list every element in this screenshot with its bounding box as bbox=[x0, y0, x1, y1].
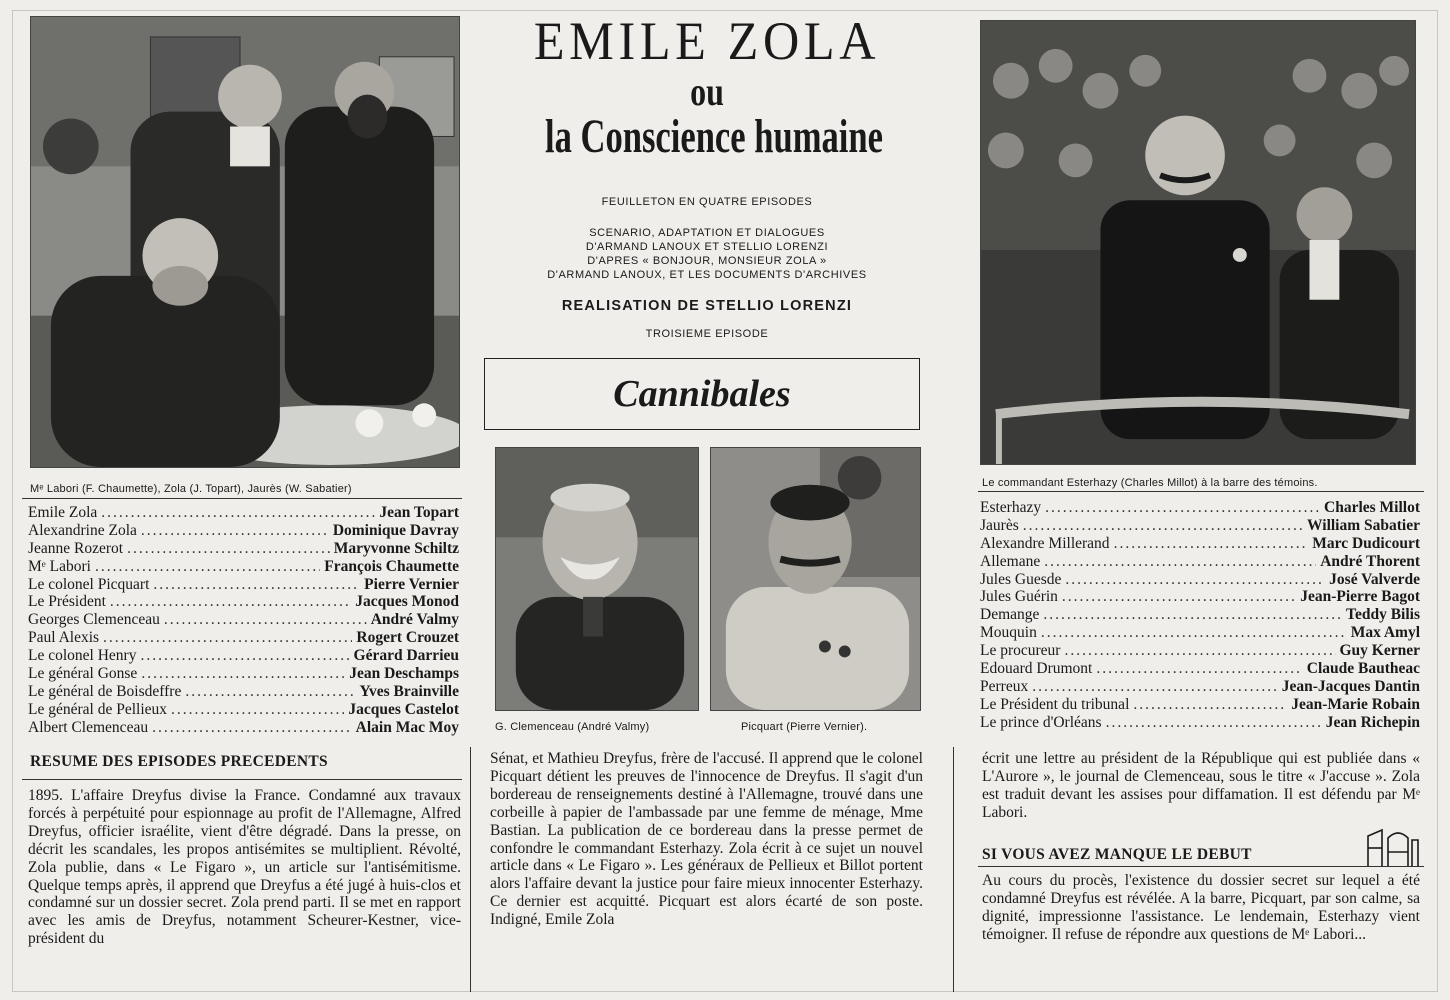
cast-leader-dots bbox=[110, 593, 351, 611]
cast-list-left bbox=[28, 504, 459, 737]
episode-title-box bbox=[484, 358, 920, 430]
cast-actor: Pierre Vernier bbox=[364, 575, 459, 593]
cast-row bbox=[980, 571, 1420, 589]
cast-actor: Charles Millot bbox=[1324, 499, 1420, 516]
cast-leader-dots bbox=[1044, 553, 1316, 571]
caption-picquart: Picquart (Pierre Vernier). bbox=[741, 721, 868, 733]
cast-row bbox=[28, 683, 459, 701]
cast-actor: Teddy Bilis bbox=[1346, 606, 1420, 624]
cast-row bbox=[980, 588, 1420, 606]
cast-row bbox=[28, 629, 459, 647]
cast-row bbox=[980, 678, 1420, 696]
cast-row bbox=[28, 540, 459, 558]
cast-actor: André Thorent bbox=[1320, 552, 1420, 570]
cast-actor: François Chaumette bbox=[324, 557, 459, 575]
cast-leader-dots bbox=[95, 558, 320, 576]
cast-actor: Jacques Castelot bbox=[348, 700, 459, 718]
cast-leader-dots bbox=[171, 701, 344, 719]
cast-role: Perreux bbox=[980, 677, 1029, 695]
cast-actor: André Valmy bbox=[370, 611, 459, 629]
cast-role: Le général de Pellieux bbox=[28, 700, 168, 718]
cast-leader-dots bbox=[1114, 535, 1309, 553]
caption-clemenceau: G. Clemenceau (André Valmy) bbox=[495, 721, 650, 733]
apres-line-1: D'APRES « BONJOUR, MONSIEUR ZOLA » bbox=[587, 255, 827, 267]
cast-leader-dots bbox=[101, 504, 375, 522]
cast-actor: Maryvonne Schiltz bbox=[333, 539, 459, 557]
cast-actor: Jean-Marie Robain bbox=[1291, 695, 1420, 713]
resume-text-1: 1895. L'affaire Dreyfus divise la France. Condamné aux travaux forcés à perpétuité pour espionnage au profit de l'Allemagne, Alfred Dreyfus, officier israélite, vient d'être dégradé. Dans la presse, on décrit les scandales, les propos antisémites se multiplient. Révolté, Zola publie, dans « Le Figaro », un article sur l'antisémitisme. Quelque temps après, il apprend que Dreyfus a été jugé à huis-clos et condamné sur un dossier secret. Zola prend parti. Il se met en rapport avec les amis de Dreyfus, notamment Scheurer-Kestner, vice-président du bbox=[28, 787, 461, 948]
photo-image bbox=[711, 448, 920, 710]
cast-actor: Max Amyl bbox=[1350, 624, 1420, 642]
cast-row bbox=[980, 624, 1420, 642]
cast-leader-dots bbox=[1041, 624, 1347, 642]
photo-picquart bbox=[710, 447, 921, 711]
cast-role: Mouquin bbox=[980, 624, 1037, 642]
cast-role: Esterhazy bbox=[980, 499, 1042, 516]
cast-actor: Jean-Pierre Bagot bbox=[1300, 588, 1420, 606]
photo-image bbox=[31, 17, 459, 467]
cast-row bbox=[28, 522, 459, 540]
cast-row bbox=[28, 504, 459, 522]
cast-actor: Jean-Jacques Dantin bbox=[1281, 677, 1420, 695]
cast-role: Le général de Boisdeffre bbox=[28, 682, 182, 700]
cast-leader-dots bbox=[164, 611, 367, 629]
manque-text: Au cours du procès, l'existence du dossier secret sur lequel a été condamné Dreyfus est révélée. A la barre, Picquart, par son calme, sa dignité, impressionne l'assistance. Le lendemain, Esterhazy vient témoigner. Il refuse de répondre aux questions de Mᵉ Labori... bbox=[982, 872, 1420, 943]
cast-role: Georges Clemenceau bbox=[28, 611, 160, 629]
tv-logo-icon bbox=[1364, 826, 1420, 868]
cast-leader-dots bbox=[1062, 588, 1296, 606]
realisation-credit: REALISATION DE STELLIO LORENZI bbox=[561, 298, 853, 314]
cast-leader-dots bbox=[141, 665, 345, 683]
manque-heading: SI VOUS AVEZ MANQUE LE DEBUT bbox=[982, 846, 1252, 863]
cast-role: Jeanne Rozerot bbox=[28, 539, 124, 557]
cast-actor: Gérard Darrieu bbox=[353, 647, 459, 665]
photo-esterhazy bbox=[980, 20, 1416, 465]
cast-role: Le Président bbox=[28, 593, 106, 611]
cast-role: Le prince d'Orléans bbox=[980, 713, 1102, 731]
cast-actor: Alain Mac Moy bbox=[355, 718, 459, 736]
resume-column-3 bbox=[982, 750, 1420, 840]
caption-esterhazy: Le commandant Esterhazy (Charles Millot) à la barre des témoins. bbox=[982, 477, 1318, 489]
cast-leader-dots bbox=[127, 540, 330, 558]
cast-role: Mᵉ Labori bbox=[28, 557, 91, 575]
cast-actor: Jean Deschamps bbox=[349, 665, 459, 683]
cast-row bbox=[980, 696, 1420, 714]
cast-role: Alexandre Millerand bbox=[980, 534, 1110, 552]
cast-leader-dots bbox=[152, 719, 352, 737]
cast-actor: Dominique Davray bbox=[332, 521, 459, 539]
cast-actor: Guy Kerner bbox=[1339, 642, 1420, 660]
cast-actor: Rogert Crouzet bbox=[356, 629, 459, 647]
cast-row bbox=[980, 642, 1420, 660]
photo-labori-zola-jaures bbox=[30, 16, 460, 468]
cast-leader-dots bbox=[153, 576, 360, 594]
scenario-line-1: SCENARIO, ADAPTATION ET DIALOGUES bbox=[589, 227, 825, 239]
cast-role: Allemane bbox=[980, 552, 1041, 570]
episode-number: TROISIEME EPISODE bbox=[645, 328, 769, 340]
resume-heading-rule bbox=[22, 779, 462, 780]
cast-row bbox=[28, 558, 459, 576]
resume-text-3: écrit une lettre au président de la République qui est publiée dans « L'Aurore », le journal de Clemenceau, sous le titre « J'accuse ». Zola est traduit devant les assises pour diffamation. Il est défendu par Mᵉ Labori. bbox=[982, 750, 1420, 821]
cast-role: Alexandrine Zola bbox=[28, 521, 137, 539]
cast-role: Albert Clemenceau bbox=[28, 718, 149, 736]
cast-leader-dots bbox=[140, 647, 349, 665]
cast-row bbox=[28, 576, 459, 594]
title-conscience-humaine: la Conscience humaine bbox=[545, 110, 883, 163]
cast-role: Paul Alexis bbox=[28, 629, 100, 647]
caption-rule-right bbox=[978, 491, 1424, 492]
resume-column-1 bbox=[28, 787, 461, 992]
cast-role: Le Président du tribunal bbox=[980, 695, 1130, 713]
scenario-line-2: D'ARMAND LANOUX ET STELLIO LORENZI bbox=[585, 241, 829, 253]
caption-rule-left bbox=[22, 498, 462, 499]
cast-row bbox=[980, 517, 1420, 535]
cast-row bbox=[28, 665, 459, 683]
title-emile-zola: EMILE ZOLA bbox=[533, 11, 881, 71]
apres-line-2: D'ARMAND LANOUX, ET LES DOCUMENTS D'ARCHIVES bbox=[547, 269, 867, 281]
cast-leader-dots bbox=[1045, 499, 1320, 517]
cast-leader-dots bbox=[1032, 678, 1278, 696]
cast-leader-dots bbox=[1106, 714, 1322, 732]
cast-row bbox=[980, 499, 1420, 517]
cast-role: Jules Guérin bbox=[980, 588, 1058, 606]
cast-row bbox=[980, 553, 1420, 571]
cast-role: Le colonel Picquart bbox=[28, 575, 150, 593]
cast-actor: José Valverde bbox=[1329, 570, 1420, 588]
cast-role: Jaurès bbox=[980, 516, 1019, 534]
photo-clemenceau bbox=[495, 447, 699, 711]
cast-list-right bbox=[980, 499, 1420, 732]
cast-role: Le colonel Henry bbox=[28, 647, 137, 665]
cast-leader-dots bbox=[103, 629, 352, 647]
feuilleton-line: FEUILLETON EN QUATRE EPISODES bbox=[601, 196, 813, 208]
title-ou: ou bbox=[690, 69, 724, 114]
cast-leader-dots bbox=[1023, 517, 1303, 535]
cast-actor: Jacques Monod bbox=[355, 593, 459, 611]
column-divider-2 bbox=[953, 747, 954, 992]
cast-leader-dots bbox=[1064, 642, 1335, 660]
column-divider-1 bbox=[470, 747, 471, 992]
cast-actor: William Sabatier bbox=[1307, 516, 1420, 534]
episode-title: Cannibales bbox=[613, 373, 791, 415]
cast-role: Jules Guesde bbox=[980, 570, 1062, 588]
cast-actor: Marc Dudicourt bbox=[1312, 534, 1420, 552]
scenario-credits bbox=[482, 226, 932, 282]
cast-role: Le général Gonse bbox=[28, 665, 138, 683]
cast-row bbox=[28, 719, 459, 737]
cast-leader-dots bbox=[1096, 660, 1302, 678]
cast-row bbox=[980, 660, 1420, 678]
cast-row bbox=[980, 714, 1420, 732]
cast-row bbox=[28, 593, 459, 611]
cast-actor: Jean Topart bbox=[379, 504, 459, 521]
manque-heading-rule bbox=[978, 866, 1424, 867]
cast-leader-dots bbox=[1043, 606, 1342, 624]
cast-actor: Claude Bautheac bbox=[1306, 660, 1420, 678]
cast-leader-dots bbox=[1133, 696, 1287, 714]
cast-role: Edouard Drumont bbox=[980, 660, 1093, 678]
cast-actor: Jean Richepin bbox=[1325, 713, 1420, 731]
cast-leader-dots bbox=[141, 522, 329, 540]
cast-row bbox=[28, 611, 459, 629]
resume-text-2: Sénat, et Mathieu Dreyfus, frère de l'accusé. Il apprend que le colonel Picquart détient les preuves de l'innocence de Dreyfus. Il s'agit d'un bordereau de renseignements destiné à l'Allemagne, trouvé dans une corbeille à papier de l'ambassade par une femme de ménage, Mme Bastian. La publication de ce bordereau dans la presse permet de confondre le commandant Esterhazy. Zola écrit à ce sujet un nouvel article dans « Le Figaro ». Les généraux de Pellieux et Billot portent alors l'affaire devant la justice pour faire mieux innocenter Esterhazy. Ce dernier est acquitté. Picquart est alors écarté de son poste. Indigné, Emile Zola bbox=[490, 750, 923, 929]
cast-role: Demange bbox=[980, 606, 1040, 624]
photo-image bbox=[981, 21, 1415, 464]
cast-actor: Yves Brainville bbox=[359, 682, 459, 700]
cast-row bbox=[980, 535, 1420, 553]
resume-column-2 bbox=[490, 750, 923, 992]
resume-heading: RESUME DES EPISODES PRECEDENTS bbox=[30, 753, 328, 770]
manque-column bbox=[982, 872, 1420, 990]
title-block bbox=[482, 11, 932, 163]
caption-top-left: Mᵉ Labori (F. Chaumette), Zola (J. Topart), Jaurès (W. Sabatier) bbox=[30, 483, 352, 495]
photo-image bbox=[496, 448, 698, 710]
cast-row bbox=[28, 647, 459, 665]
cast-leader-dots bbox=[1065, 571, 1325, 589]
cast-role: Emile Zola bbox=[28, 504, 98, 521]
cast-row bbox=[980, 606, 1420, 624]
cast-row bbox=[28, 701, 459, 719]
cast-role: Le procureur bbox=[980, 642, 1061, 660]
cast-leader-dots bbox=[185, 683, 355, 701]
